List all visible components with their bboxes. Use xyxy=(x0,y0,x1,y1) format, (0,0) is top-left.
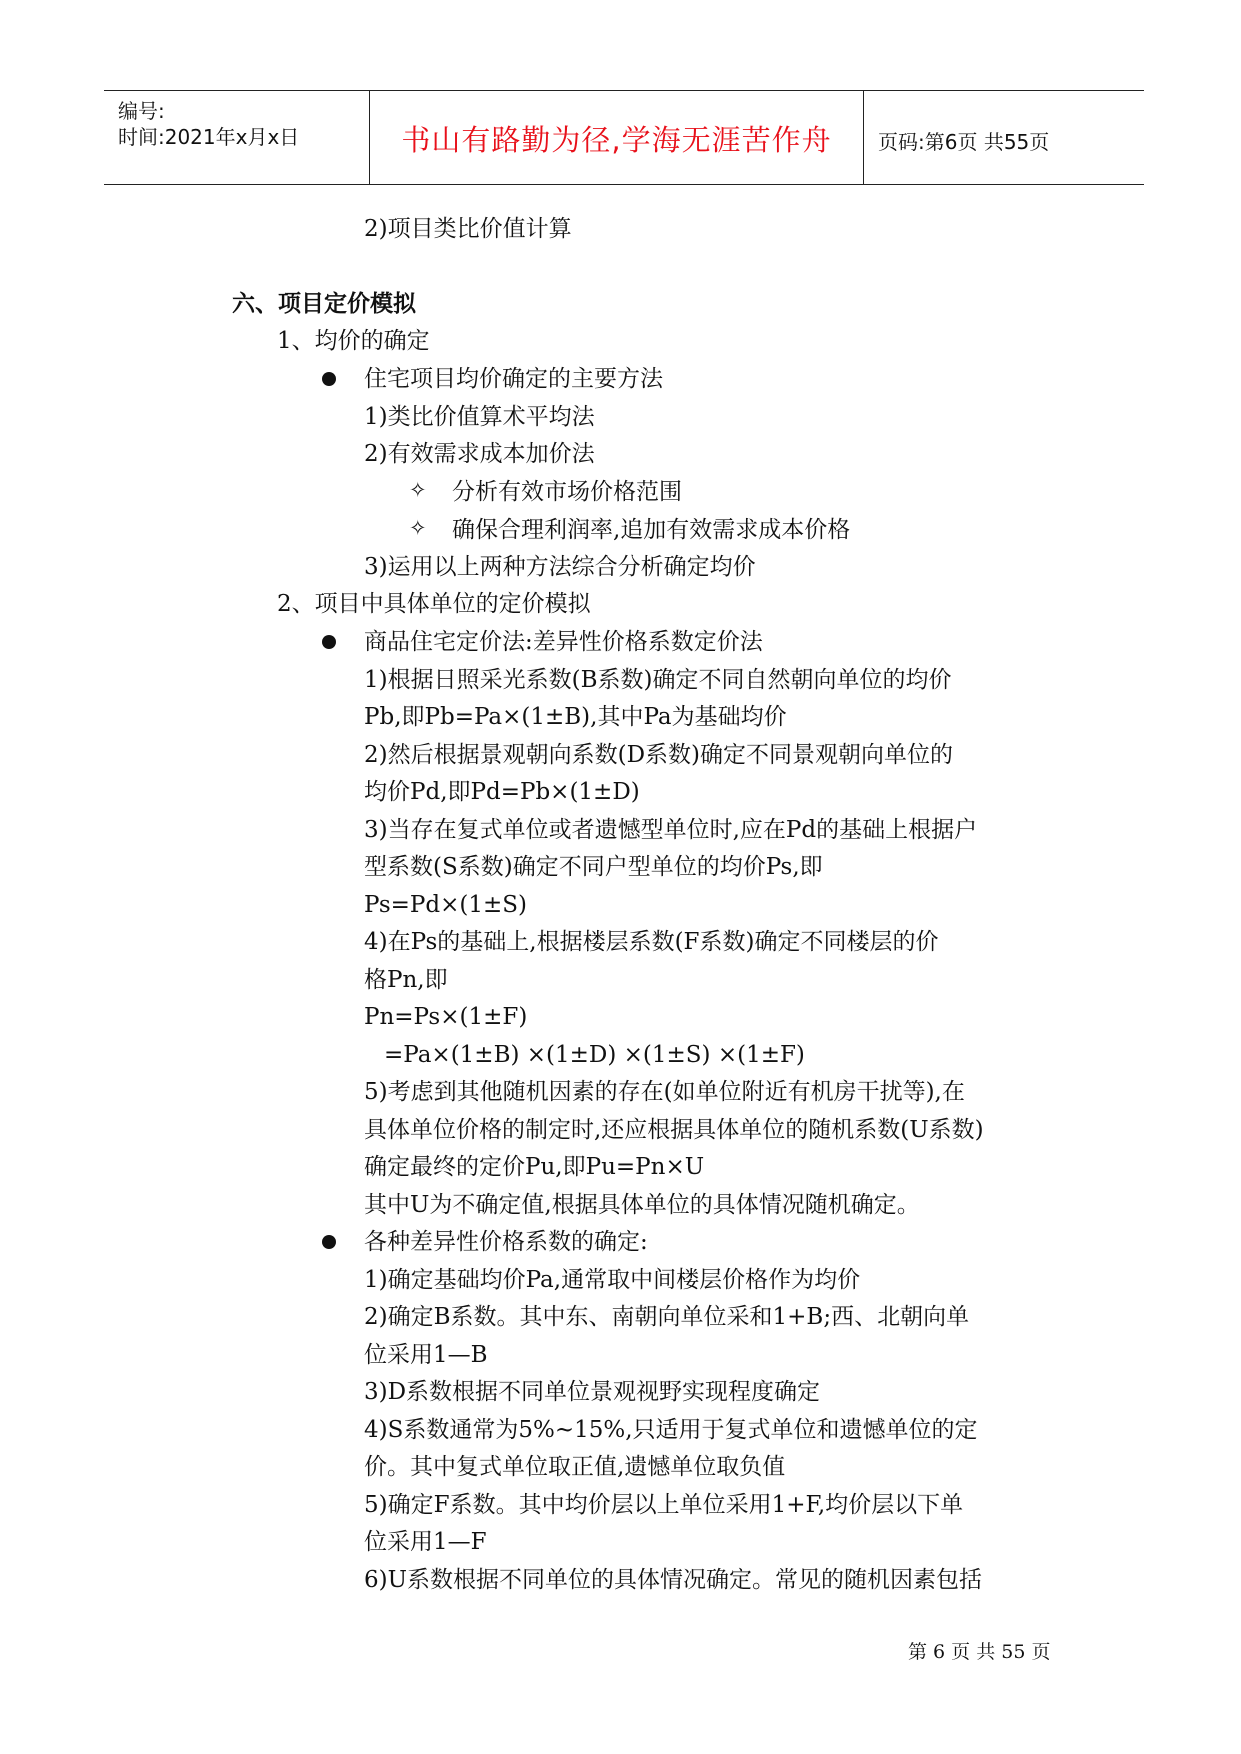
text-line: 其中U为不确定值,根据具体单位的具体情况随机确定。 xyxy=(364,1192,920,1218)
text-line: 型系数(S系数)确定不同户型单位的均价Ps,即 xyxy=(364,854,823,880)
page-footer: 第 6 页 共 55 页 xyxy=(908,1641,1051,1663)
text-line: 1)确定基础均价Pa,通常取中间楼层价格作为均价 xyxy=(364,1267,861,1293)
text-line: 1)根据日照采光系数(B系数)确定不同自然朝向单位的均价 xyxy=(364,667,952,693)
text-line: 2)项目类比价值计算 xyxy=(364,216,572,242)
formula-line: Ps=Pd×(1±S) xyxy=(364,892,528,918)
document-header xyxy=(104,90,1144,185)
text-line: Pb,即Pb=Pa×(1±B),其中Pa为基础均价 xyxy=(364,704,787,730)
header-page-cell xyxy=(864,91,1144,184)
text-line: 住宅项目均价确定的主要方法 xyxy=(364,366,663,392)
text-line: 商品住宅定价法:差异性价格系数定价法 xyxy=(364,629,763,655)
text-line: 5)确定F系数。其中均价层以上单位采用1+F,均价层以下单 xyxy=(364,1492,964,1518)
header-motto-cell xyxy=(369,91,864,184)
text-line: 5)考虑到其他随机因素的存在(如单位附近有机房干扰等),在 xyxy=(364,1079,965,1105)
diamond-bullet-icon: ✧ xyxy=(409,516,427,540)
text-line: 2)有效需求成本加价法 xyxy=(364,441,595,467)
text-line: 具体单位价格的制定时,还应根据具体单位的随机系数(U系数) xyxy=(364,1117,984,1143)
text-line: 1)类比价值算术平均法 xyxy=(364,404,595,430)
time-label: 时间:2021年x月x日 xyxy=(118,125,300,149)
motto: 书山有路勤为径,学海无涯苦作舟 xyxy=(401,123,832,157)
text-line: 确保合理利润率,追加有效需求成本价格 xyxy=(452,517,851,543)
text-line: 6)U系数根据不同单位的具体情况确定。常见的随机因素包括 xyxy=(364,1567,982,1593)
text-line: 2)然后根据景观朝向系数(D系数)确定不同景观朝向单位的 xyxy=(364,742,953,768)
text-line: 格Pn,即 xyxy=(364,967,448,993)
text-line: 3)当存在复式单位或者遗憾型单位时,应在Pd的基础上根据户 xyxy=(364,817,978,843)
header-meta-cell xyxy=(104,91,369,184)
subsection-heading: 1、均价的确定 xyxy=(277,328,430,354)
text-line: 均价Pd,即Pd=Pb×(1±D) xyxy=(364,779,640,805)
subsection-heading: 2、项目中具体单位的定价模拟 xyxy=(277,591,591,617)
diamond-bullet-icon: ✧ xyxy=(409,478,427,502)
text-line: 3)运用以上两种方法综合分析确定均价 xyxy=(364,554,756,580)
text-line: 4)S系数通常为5%~15%,只适用于复式单位和遗憾单位的定 xyxy=(364,1417,978,1443)
text-line: 3)D系数根据不同单位景观视野实现程度确定 xyxy=(364,1379,821,1405)
text-line: 确定最终的定价Pu,即Pu=Pn×U xyxy=(364,1154,705,1180)
text-line: 分析有效市场价格范围 xyxy=(452,479,682,505)
section-heading: 六、项目定价模拟 xyxy=(232,291,416,317)
bullet-dot xyxy=(322,635,336,649)
bullet-dot xyxy=(322,372,336,386)
number-label: 编号: xyxy=(118,99,165,123)
formula-line: =Pa×(1±B) ×(1±D) ×(1±S) ×(1±F) xyxy=(384,1042,805,1068)
text-line: 位采用1—B xyxy=(364,1342,488,1368)
text-line: 各种差异性价格系数的确定: xyxy=(364,1229,648,1255)
bullet-dot xyxy=(322,1235,336,1249)
text-line: 4)在Ps的基础上,根据楼层系数(F系数)确定不同楼层的价 xyxy=(364,929,939,955)
text-line: 2)确定B系数。其中东、南朝向单位采和1+B;西、北朝向单 xyxy=(364,1304,970,1330)
text-line: 位采用1—F xyxy=(364,1529,487,1555)
formula-line: Pn=Ps×(1±F) xyxy=(364,1004,528,1030)
text-line: 价。其中复式单位取正值,遗憾单位取负值 xyxy=(364,1454,786,1480)
page-number-label: 页码:第6页 共55页 xyxy=(878,130,1050,154)
